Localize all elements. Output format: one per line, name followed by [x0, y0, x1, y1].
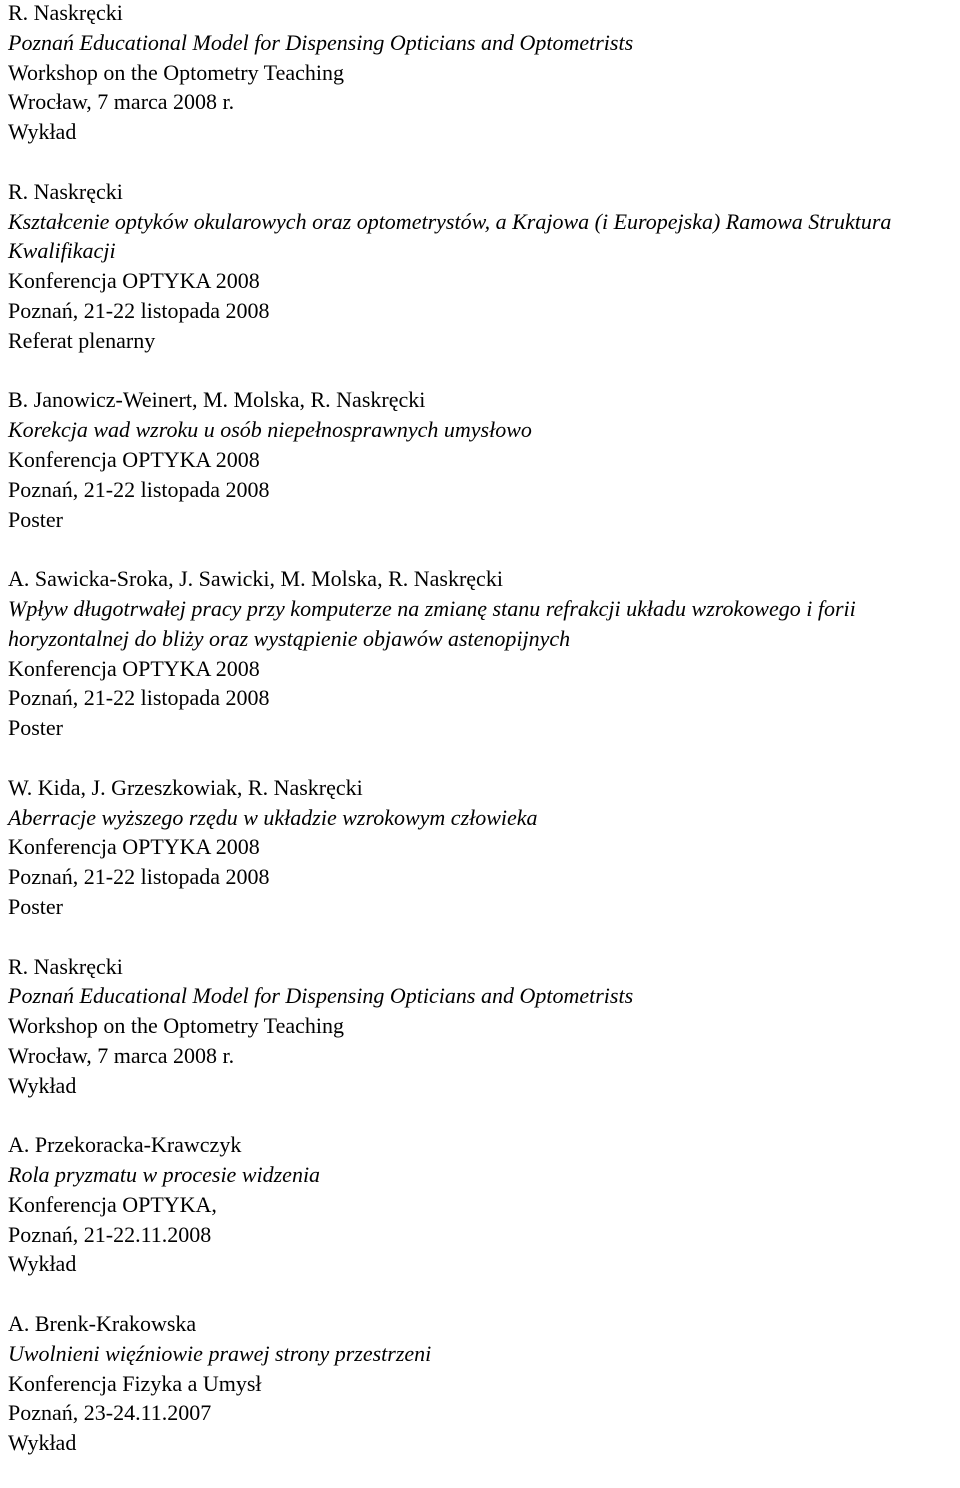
entry-authors: W. Kida, J. Grzeszkowiak, R. Naskręcki	[8, 774, 363, 800]
entry-type: Poster	[8, 715, 63, 741]
entry-authors: R. Naskręcki	[8, 953, 123, 979]
publication-entry-3	[8, 385, 952, 534]
entry-place-date: Wrocław, 7 marca 2008 r.	[8, 1042, 235, 1068]
entry-title: Poznań Educational Model for Dispensing Opticians and Optometrists	[8, 29, 634, 55]
entry-authors: R. Naskręcki	[8, 178, 123, 204]
entry-place-date: Poznań, 23-24.11.2007	[8, 1400, 212, 1426]
entry-event: Konferencja OPTYKA 2008	[8, 446, 260, 472]
entry-place-date: Poznań, 21-22 listopada 2008	[8, 864, 270, 890]
publication-entry-1	[8, 0, 952, 147]
publication-entry-5	[8, 773, 952, 922]
entry-place-date: Wrocław, 7 marca 2008 r.	[8, 89, 235, 115]
publication-entry-8	[8, 1309, 952, 1458]
entry-type: Poster	[8, 506, 63, 532]
entry-title: Uwolnieni więźniowie prawej strony przestrzeni	[8, 1340, 432, 1366]
entry-authors: A. Brenk-Krakowska	[8, 1311, 197, 1337]
entry-authors: A. Sawicka-Sroka, J. Sawicki, M. Molska, R. Naskręcki	[8, 566, 503, 592]
entry-place-date: Poznań, 21-22 listopada 2008	[8, 476, 270, 502]
entry-title: Wpływ długotrwałej pracy przy komputerze na zmianę stanu refrakcji układu wzrokowego i forii horyzontalnej do bliży oraz wystąpienie objawów astenopijnych	[8, 595, 856, 651]
entry-title: Aberracje wyższego rzędu w układzie wzrokowym człowieka	[8, 804, 538, 830]
entry-type: Referat plenarny	[8, 327, 156, 353]
entry-place-date: Poznań, 21-22 listopada 2008	[8, 297, 270, 323]
entry-title: Rola pryzmatu w procesie widzenia	[8, 1162, 321, 1188]
entry-event: Workshop on the Optometry Teaching	[8, 59, 344, 85]
entry-authors: R. Naskręcki	[8, 0, 123, 25]
entry-authors: A. Przekoracka-Krawczyk	[8, 1132, 242, 1158]
entry-place-date: Poznań, 21-22 listopada 2008	[8, 685, 270, 711]
entry-title: Korekcja wad wzroku u osób niepełnosprawnych umysłowo	[8, 417, 532, 443]
entry-event: Konferencja OPTYKA 2008	[8, 268, 260, 294]
entry-type: Poster	[8, 893, 63, 919]
entry-event: Workshop on the Optometry Teaching	[8, 1013, 344, 1039]
entry-type: Wykład	[8, 1251, 77, 1277]
entry-place-date: Poznań, 21-22.11.2008	[8, 1221, 212, 1247]
entry-type: Wykład	[8, 1072, 77, 1098]
entry-type: Wykład	[8, 1430, 77, 1456]
entry-type: Wykład	[8, 119, 77, 145]
entry-title: Poznań Educational Model for Dispensing Opticians and Optometrists	[8, 983, 634, 1009]
entry-title: Kształcenie optyków okularowych oraz optometrystów, a Krajowa (i Europejska) Ramowa Struktura Kwalifikacji	[8, 208, 892, 264]
entry-authors: B. Janowicz-Weinert, M. Molska, R. Naskręcki	[8, 387, 426, 413]
entry-event: Konferencja OPTYKA 2008	[8, 655, 260, 681]
entry-event: Konferencja Fizyka a Umysł	[8, 1370, 262, 1396]
publication-entry-2	[8, 177, 952, 356]
entry-event: Konferencja OPTYKA 2008	[8, 834, 260, 860]
publication-entry-4	[8, 564, 952, 743]
entry-event: Konferencja OPTYKA,	[8, 1191, 217, 1217]
publication-entry-6	[8, 952, 952, 1101]
publication-entry-7	[8, 1130, 952, 1279]
document-page	[8, 0, 952, 1488]
